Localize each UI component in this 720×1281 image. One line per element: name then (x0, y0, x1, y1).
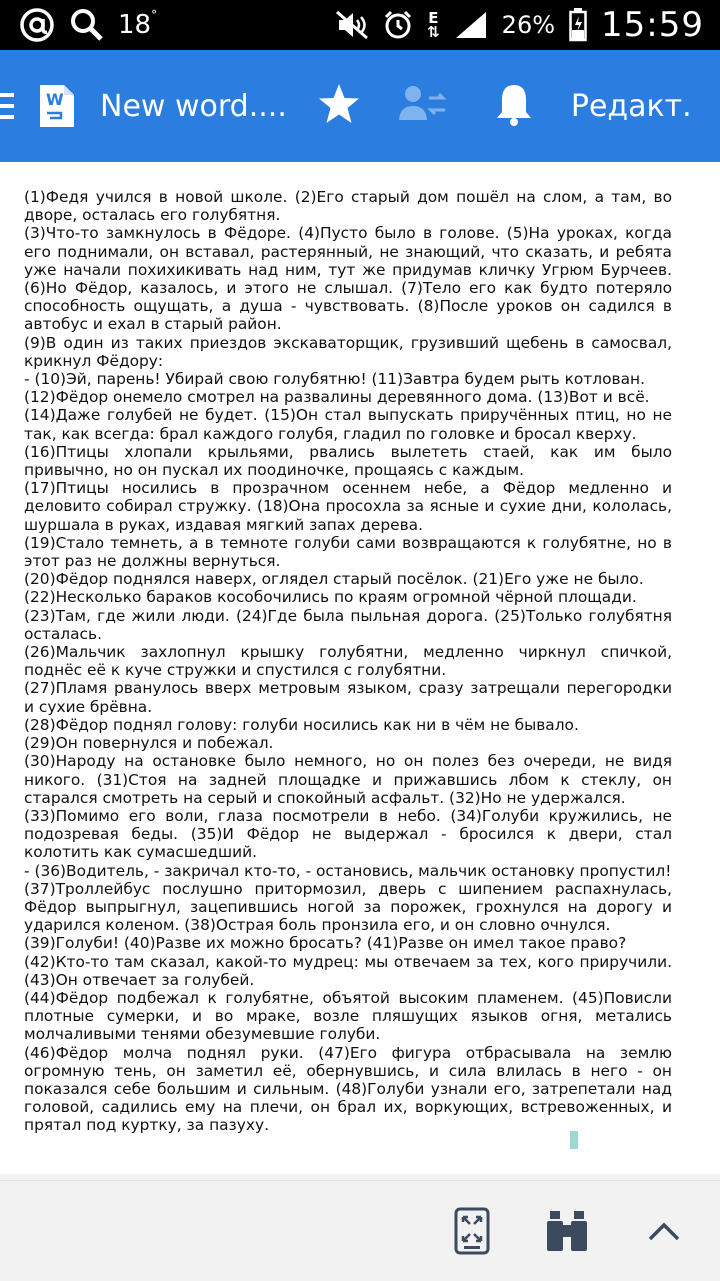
bottom-toolbar (0, 1180, 720, 1281)
document-paragraph: (42)Кто-то там сказал, какой-то мудрец: мы отвечаем за тех, кого приручили. (43)Он отвечает за голубей. (24, 952, 672, 989)
star-icon[interactable] (317, 83, 361, 129)
battery-icon (569, 8, 587, 42)
search-icon (70, 8, 104, 42)
document-page[interactable] (0, 162, 720, 1174)
document-paragraph: (20)Фёдор поднялся наверх, оглядел старый посёлок. (21)Его уже не было. (24, 570, 644, 589)
document-paragraph: (26)Мальчик захлопнул крышку голубятни, медленно чиркнул спичкой, поднёс её к куче стружки и спустился с голубятни. (24, 643, 672, 680)
document-paragraph: (37)Троллейбус послушно притормозил, дверь с шипением распахнулась, Фёдор выпрыгнул, зацепившись ногой за порожек, грохнулся на дорогу и ударился коленом. (38)Острая боль пронзила его, и он словно очнулся. (24, 879, 672, 935)
document-paragraph: (1)Федя учился в новой школе. (2)Его старый дом пошёл на слом, а там, во дворе, осталась его голубятня. (24, 188, 672, 225)
edit-button[interactable]: Редакт. (570, 88, 692, 124)
svg-text:W: W (46, 90, 64, 109)
document-title[interactable]: New word.... (100, 88, 287, 124)
share-people-icon[interactable] (399, 84, 447, 128)
chevron-up-icon[interactable] (640, 1205, 688, 1257)
document-paragraph: (29)Он повернулся и побежал. (24, 734, 274, 753)
bell-icon[interactable] (495, 82, 533, 130)
text-cursor (570, 1131, 578, 1149)
document-paragraph: (9)В один из таких приездов экскаваторщик, грузивший щебень в самосвал, крикнул Фёдору: (24, 333, 672, 370)
document-paragraph: - (10)Эй, парень! Убирай свою голубятню! (11)Завтра будем рыть котлован. (24, 370, 645, 389)
document-paragraph: (22)Несколько бараков кособочились по краям огромной чёрной площади. (24, 588, 637, 607)
document-paragraph: (19)Стало темнеть, а в темноте голуби сами возвращаются к голубятне, но в этот раз не должны вернуться. (24, 533, 672, 571)
signal-icon (454, 10, 488, 40)
mute-icon (335, 10, 369, 40)
alarm-icon (383, 10, 413, 40)
network-type-icon: E ⇅ (427, 9, 440, 41)
fit-screen-icon[interactable] (448, 1205, 496, 1257)
status-bar (0, 0, 720, 50)
document-paragraph: (46)Фёдор молча поднял руки. (47)Его фигура отбрасывала на землю огромную тень, он заметил её, обернувшись, и сила влилась в него - он показался себе большим и сильным. (48)Голуби узнали его, затрепетали над головой, садились ему на плечи, он брал их, воркующих, встревоженных, и прятал под куртку, за пазуху. (24, 1043, 672, 1135)
word-document-icon (38, 83, 76, 129)
document-paragraph: (16)Птицы хлопали крыльями, рвались вылететь стаей, как им было привычно, но он пускал их поодиночке, прощаясь с каждым. (24, 442, 672, 480)
document-body (24, 188, 672, 1135)
document-paragraph: (27)Пламя рванулось вверх метровым языком, сразу затрещали перегородки и сухие брёвна. (24, 679, 672, 716)
menu-icon[interactable] (0, 86, 16, 126)
document-paragraph: - (36)Водитель, - закричал кто-то, - остановись, мальчик остановку пропустил! (24, 861, 672, 880)
document-paragraph: (28)Фёдор поднял голову: голуби носились как ни в чём не бывало. (24, 715, 579, 734)
document-paragraph: (12)Фёдор онемело смотрел на развалины деревянного дома. (13)Вот и всё. (24, 388, 650, 407)
document-paragraph: (17)Птицы носились в прозрачном осеннем небе, а Фёдор медленно и деловито собирал стружку. (18)Она просохла за ясные и сухие дни, кололась, шуршала в руках, издавая мягкий запах дерева. (24, 479, 672, 534)
app-bar (0, 50, 720, 162)
document-paragraph: (23)Там, где жили люди. (24)Где была пыльная дорога. (25)Только голубятня осталась. (24, 606, 672, 643)
document-paragraph: (30)Народу на остановке было немного, но он полез без очереди, не видя никого. (31)Стоя на задней площадке и прижавшись лбом к стеклу, он старался смотреть на серый и спокойный асфальт. (32)Но не удержался. (24, 752, 672, 807)
clock: 15:59 (601, 5, 704, 45)
battery-percent: 26% (501, 11, 556, 39)
document-paragraph: (44)Фёдор подбежал к голубятне, объятой высоким пламенем. (45)Повисли плотные сумерки, и во мраке, возле пляшущих языков огня, метались молчаливыми тенями обезумевшие голуби. (24, 988, 672, 1044)
binoculars-icon[interactable] (543, 1205, 591, 1257)
document-paragraph: (33)Помимо его воли, глаза посмотрели в небо. (34)Голуби кружились, не подозревая беды. (35)И Фёдор не выдержал - бросился к двери, стал колотить как сумасшедший. (24, 806, 672, 862)
document-paragraph: (14)Даже голубей не будет. (15)Он стал выпускать приручённых птиц, но не так, как всегда: брал каждого голубя, гладил по головке и бросал кверху. (24, 406, 672, 443)
document-paragraph: (39)Голуби! (40)Разве их можно бросать? (41)Разве он имел такое право? (24, 934, 627, 953)
temperature-label: 18° (118, 8, 158, 40)
at-sign-icon (18, 6, 56, 44)
document-paragraph: (3)Что-то замкнулось в Фёдоре. (4)Пусто было в голове. (5)На уроках, когда его поднимали, он вставал, растерянный, не знающий, что сказать, и ребята уже начали похихикивать над ним, тут же придумав кличку Угрюм Бурчеев. (6)Но Фёдор, казалось, и этого не слышал. (7)Тело его как будто потеряло способность ощущать, а душа - чувствовать. (8)После уроков он садился в автобус и ехал в старый район. (24, 224, 672, 334)
